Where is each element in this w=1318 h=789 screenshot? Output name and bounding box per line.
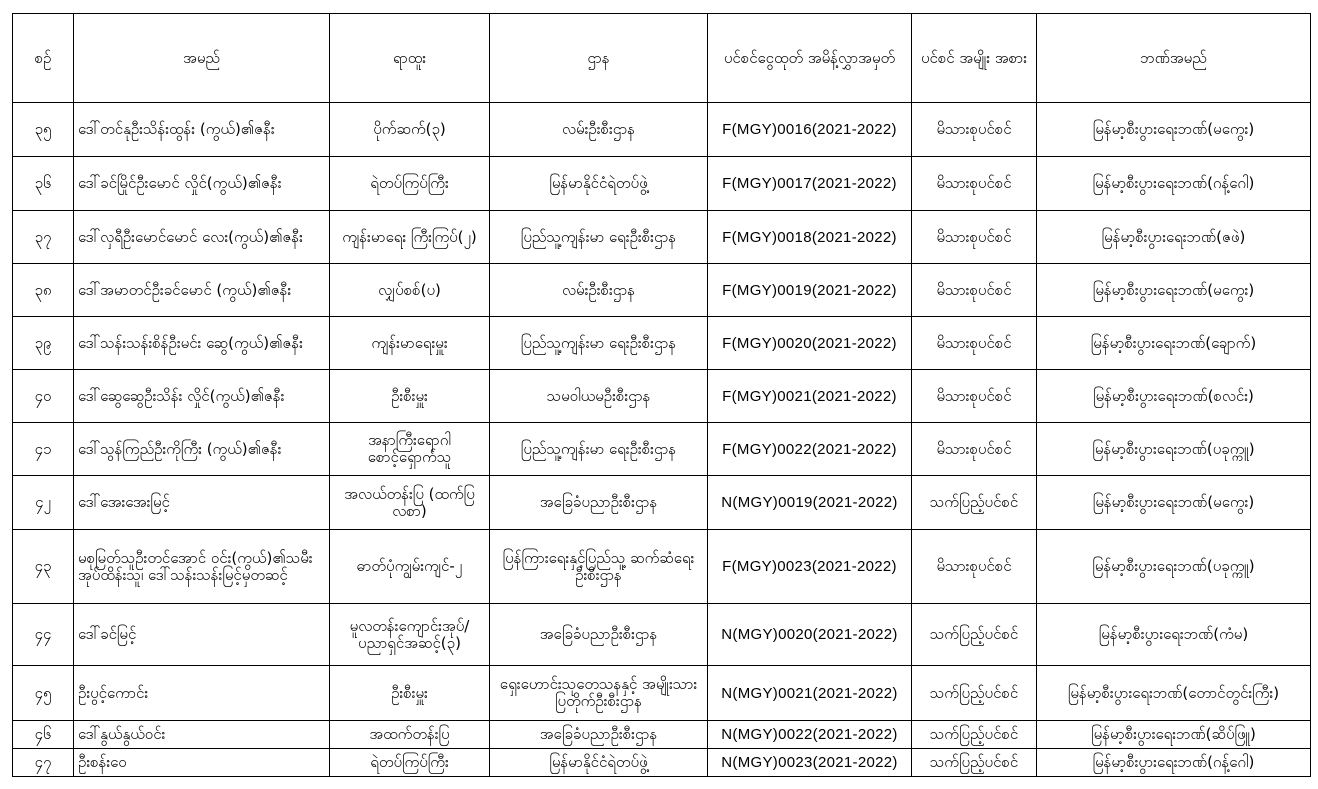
cell-name: ဒေါ်ဆွေဆွေဦးသိန်း လှိုင်(ကွယ်)၏ဇနီး: [74, 370, 330, 423]
cell-name: ဒေါ်ခင်မြင့်: [74, 604, 330, 666]
cell-licence-no: N(MGY)0020(2021-2022): [708, 604, 912, 666]
cell-dept: ပြည်သူ့ကျန်းမာ ရေးဦးစီးဌာန: [490, 317, 708, 370]
header-sr: စဉ်: [13, 14, 74, 103]
cell-pension-type: မိသားစုပင်စင်: [912, 423, 1037, 476]
cell-dept: ပြန်ကြားရေးနှင့်ပြည်သူ့ ဆက်ဆံရေးဦးစီးဌာန: [490, 530, 708, 604]
cell-sr: ၃၅: [13, 103, 74, 157]
header-bank: ဘဏ်အမည်: [1037, 14, 1311, 103]
cell-name: မစုမြတ်သူဦးတင်အောင် ဝင်း(ကွယ်)၏သမီးအုပ်ထိန်းသူ၊ ဒေါ်သန်းသန်းမြင့်မှတဆင့်: [74, 530, 330, 604]
cell-bank: မြန်မာ့စီးပွားရေးဘဏ်(ပခုက္ကူ): [1037, 530, 1311, 604]
cell-bank: မြန်မာ့စီးပွားရေးဘဏ်(စလင်း): [1037, 370, 1311, 423]
cell-name: ဒေါ်သန်းသန်းစိန်ဦးမင်း ဆွေ(ကွယ်)၏ဇနီး: [74, 317, 330, 370]
cell-dept: လမ်းဦးစီးဌာန: [490, 103, 708, 157]
cell-name: ဒေါ်အေးအေးမြင့်: [74, 476, 330, 530]
cell-pension-type: မိသားစုပင်စင်: [912, 370, 1037, 423]
cell-licence-no: F(MGY)0019(2021-2022): [708, 264, 912, 317]
cell-pension-type: မိသားစုပင်စင်: [912, 211, 1037, 264]
cell-dept: မြန်မာနိုင်ငံရဲတပ်ဖွဲ့: [490, 157, 708, 211]
cell-dept: အခြေခံပညာဦးစီးဌာန: [490, 476, 708, 530]
cell-pension-type: သက်ပြည့်ပင်စင်: [912, 666, 1037, 721]
cell-pension-type: သက်ပြည့်ပင်စင်: [912, 749, 1037, 777]
cell-sr: ၄၂: [13, 476, 74, 530]
cell-sr: ၃၆: [13, 157, 74, 211]
cell-name: ဦးစန်းဝေ: [74, 749, 330, 777]
cell-licence-no: N(MGY)0019(2021-2022): [708, 476, 912, 530]
cell-bank: မြန်မာ့စီးပွားရေးဘဏ်(ဂန့်ဂေါ): [1037, 749, 1311, 777]
cell-licence-no: F(MGY)0020(2021-2022): [708, 317, 912, 370]
cell-bank: မြန်မာ့စီးပွားရေးဘဏ်(မကွေး): [1037, 476, 1311, 530]
table-row: [13, 666, 1311, 721]
pension-table: [12, 13, 1311, 777]
cell-sr: ၄၁: [13, 423, 74, 476]
cell-bank: မြန်မာ့စီးပွားရေးဘဏ်(ဂန့်ဂေါ): [1037, 157, 1311, 211]
cell-sr: ၄၄: [13, 604, 74, 666]
cell-name: ဦးပွင့်ကောင်း: [74, 666, 330, 721]
cell-sr: ၄၇: [13, 749, 74, 777]
cell-bank: မြန်မာ့စီးပွားရေးဘဏ်(ဇဖဲ): [1037, 211, 1311, 264]
cell-rank: လျှပ်စစ်(ပ): [330, 264, 490, 317]
cell-dept: အခြေခံပညာဦးစီးဌာန: [490, 721, 708, 749]
cell-dept: ရှေးဟောင်းသုတေသနနှင့် အမျိုးသားပြတိုက်ဦးစီးဌာန: [490, 666, 708, 721]
cell-licence-no: N(MGY)0022(2021-2022): [708, 721, 912, 749]
table-row: [13, 264, 1311, 317]
cell-sr: ၄၆: [13, 721, 74, 749]
header-name: အမည်: [74, 14, 330, 103]
table-row: [13, 749, 1311, 777]
cell-pension-type: သက်ပြည့်ပင်စင်: [912, 721, 1037, 749]
cell-rank: ပိုက်ဆက်(၃): [330, 103, 490, 157]
cell-licence-no: F(MGY)0018(2021-2022): [708, 211, 912, 264]
cell-rank: ဦးစီးမှူး: [330, 666, 490, 721]
table-row: [13, 423, 1311, 476]
header-dept: ဌာန: [490, 14, 708, 103]
cell-licence-no: F(MGY)0023(2021-2022): [708, 530, 912, 604]
cell-rank: အလယ်တန်းပြ (ထက်ပြလစာ): [330, 476, 490, 530]
cell-licence-no: F(MGY)0016(2021-2022): [708, 103, 912, 157]
header-pension-type: ပင်စင် အမျိုး အစား: [912, 14, 1037, 103]
cell-sr: ၃၇: [13, 211, 74, 264]
cell-rank: ကျန်းမာရေး ကြီးကြပ်(၂): [330, 211, 490, 264]
cell-name: ဒေါ်နွယ်နွယ်ဝင်း: [74, 721, 330, 749]
cell-dept: သမဝါယမဦးစီးဌာန: [490, 370, 708, 423]
table-row: [13, 157, 1311, 211]
cell-dept: ပြည်သူ့ကျန်းမာ ရေးဦးစီးဌာန: [490, 211, 708, 264]
cell-sr: ၄၀: [13, 370, 74, 423]
cell-rank: ရဲတပ်ကြပ်ကြီး: [330, 749, 490, 777]
table-row: [13, 103, 1311, 157]
cell-pension-type: မိသားစုပင်စင်: [912, 157, 1037, 211]
cell-dept: အခြေခံပညာဦးစီးဌာန: [490, 604, 708, 666]
cell-pension-type: သက်ပြည့်ပင်စင်: [912, 476, 1037, 530]
table-row: [13, 476, 1311, 530]
cell-bank: မြန်မာ့စီးပွားရေးဘဏ်(ချောက်): [1037, 317, 1311, 370]
header-rank: ရာထူး: [330, 14, 490, 103]
table-row: [13, 211, 1311, 264]
cell-licence-no: F(MGY)0017(2021-2022): [708, 157, 912, 211]
cell-licence-no: N(MGY)0021(2021-2022): [708, 666, 912, 721]
cell-bank: မြန်မာ့စီးပွားရေးဘဏ်(ပခုက္ကူ): [1037, 423, 1311, 476]
cell-sr: ၃၈: [13, 264, 74, 317]
cell-name: ဒေါ်အမာတင်ဦးခင်မောင် (ကွယ်)၏ဇနီး: [74, 264, 330, 317]
cell-pension-type: မိသားစုပင်စင်: [912, 264, 1037, 317]
header-licence-no: ပင်စင်ငွေထုတ် အမိန့်လွှာအမှတ်: [708, 14, 912, 103]
cell-sr: ၃၉: [13, 317, 74, 370]
cell-bank: မြန်မာ့စီးပွားရေးဘဏ်(မကွေး): [1037, 103, 1311, 157]
cell-bank: မြန်မာ့စီးပွားရေးဘဏ်(တောင်တွင်းကြီး): [1037, 666, 1311, 721]
cell-pension-type: မိသားစုပင်စင်: [912, 530, 1037, 604]
cell-bank: မြန်မာ့စီးပွားရေးဘဏ်(မကွေး): [1037, 264, 1311, 317]
table-row: [13, 530, 1311, 604]
cell-pension-type: မိသားစုပင်စင်: [912, 317, 1037, 370]
cell-sr: ၄၅: [13, 666, 74, 721]
cell-rank: အနာကြီးရောဂါ စောင့်ရှောက်သူ: [330, 423, 490, 476]
header-row: [13, 14, 1311, 103]
cell-name: ဒေါ်သွန်ကြည်ဦးကိုကြီး (ကွယ်)၏ဇနီး: [74, 423, 330, 476]
cell-pension-type: မိသားစုပင်စင်: [912, 103, 1037, 157]
cell-licence-no: F(MGY)0022(2021-2022): [708, 423, 912, 476]
cell-rank: ဦးစီးမှူး: [330, 370, 490, 423]
cell-bank: မြန်မာ့စီးပွားရေးဘဏ်(ဆိပ်ဖြူ): [1037, 721, 1311, 749]
cell-rank: အထက်တန်းပြ: [330, 721, 490, 749]
cell-name: ဒေါ်ခင်မြိုင်ဦးမောင် လှိုင်(ကွယ်)၏ဇနီး: [74, 157, 330, 211]
cell-pension-type: သက်ပြည့်ပင်စင်: [912, 604, 1037, 666]
cell-licence-no: F(MGY)0021(2021-2022): [708, 370, 912, 423]
table-row: [13, 604, 1311, 666]
cell-rank: ရဲတပ်ကြပ်ကြီး: [330, 157, 490, 211]
cell-rank: မူလတန်းကျောင်းအုပ်/ ပညာရှင်အဆင့်(၃): [330, 604, 490, 666]
cell-licence-no: N(MGY)0023(2021-2022): [708, 749, 912, 777]
cell-rank: ကျန်းမာရေးမှူး: [330, 317, 490, 370]
cell-sr: ၄၃: [13, 530, 74, 604]
cell-dept: မြန်မာနိုင်ငံရဲတပ်ဖွဲ့: [490, 749, 708, 777]
cell-bank: မြန်မာ့စီးပွားရေးဘဏ်(ကံမ): [1037, 604, 1311, 666]
cell-rank: ဓာတ်ပုံကျွမ်းကျင်-၂: [330, 530, 490, 604]
cell-dept: ပြည်သူ့ကျန်းမာ ရေးဦးစီးဌာန: [490, 423, 708, 476]
cell-name: ဒေါ်လှရီဦးမောင်မောင် လေး(ကွယ်)၏ဇနီး: [74, 211, 330, 264]
table-row: [13, 317, 1311, 370]
table-row: [13, 370, 1311, 423]
cell-name: ဒေါ်တင်နုဦးသိန်းထွန်း (ကွယ်)၏ဇနီး: [74, 103, 330, 157]
cell-dept: လမ်းဦးစီးဌာန: [490, 264, 708, 317]
table-row: [13, 721, 1311, 749]
